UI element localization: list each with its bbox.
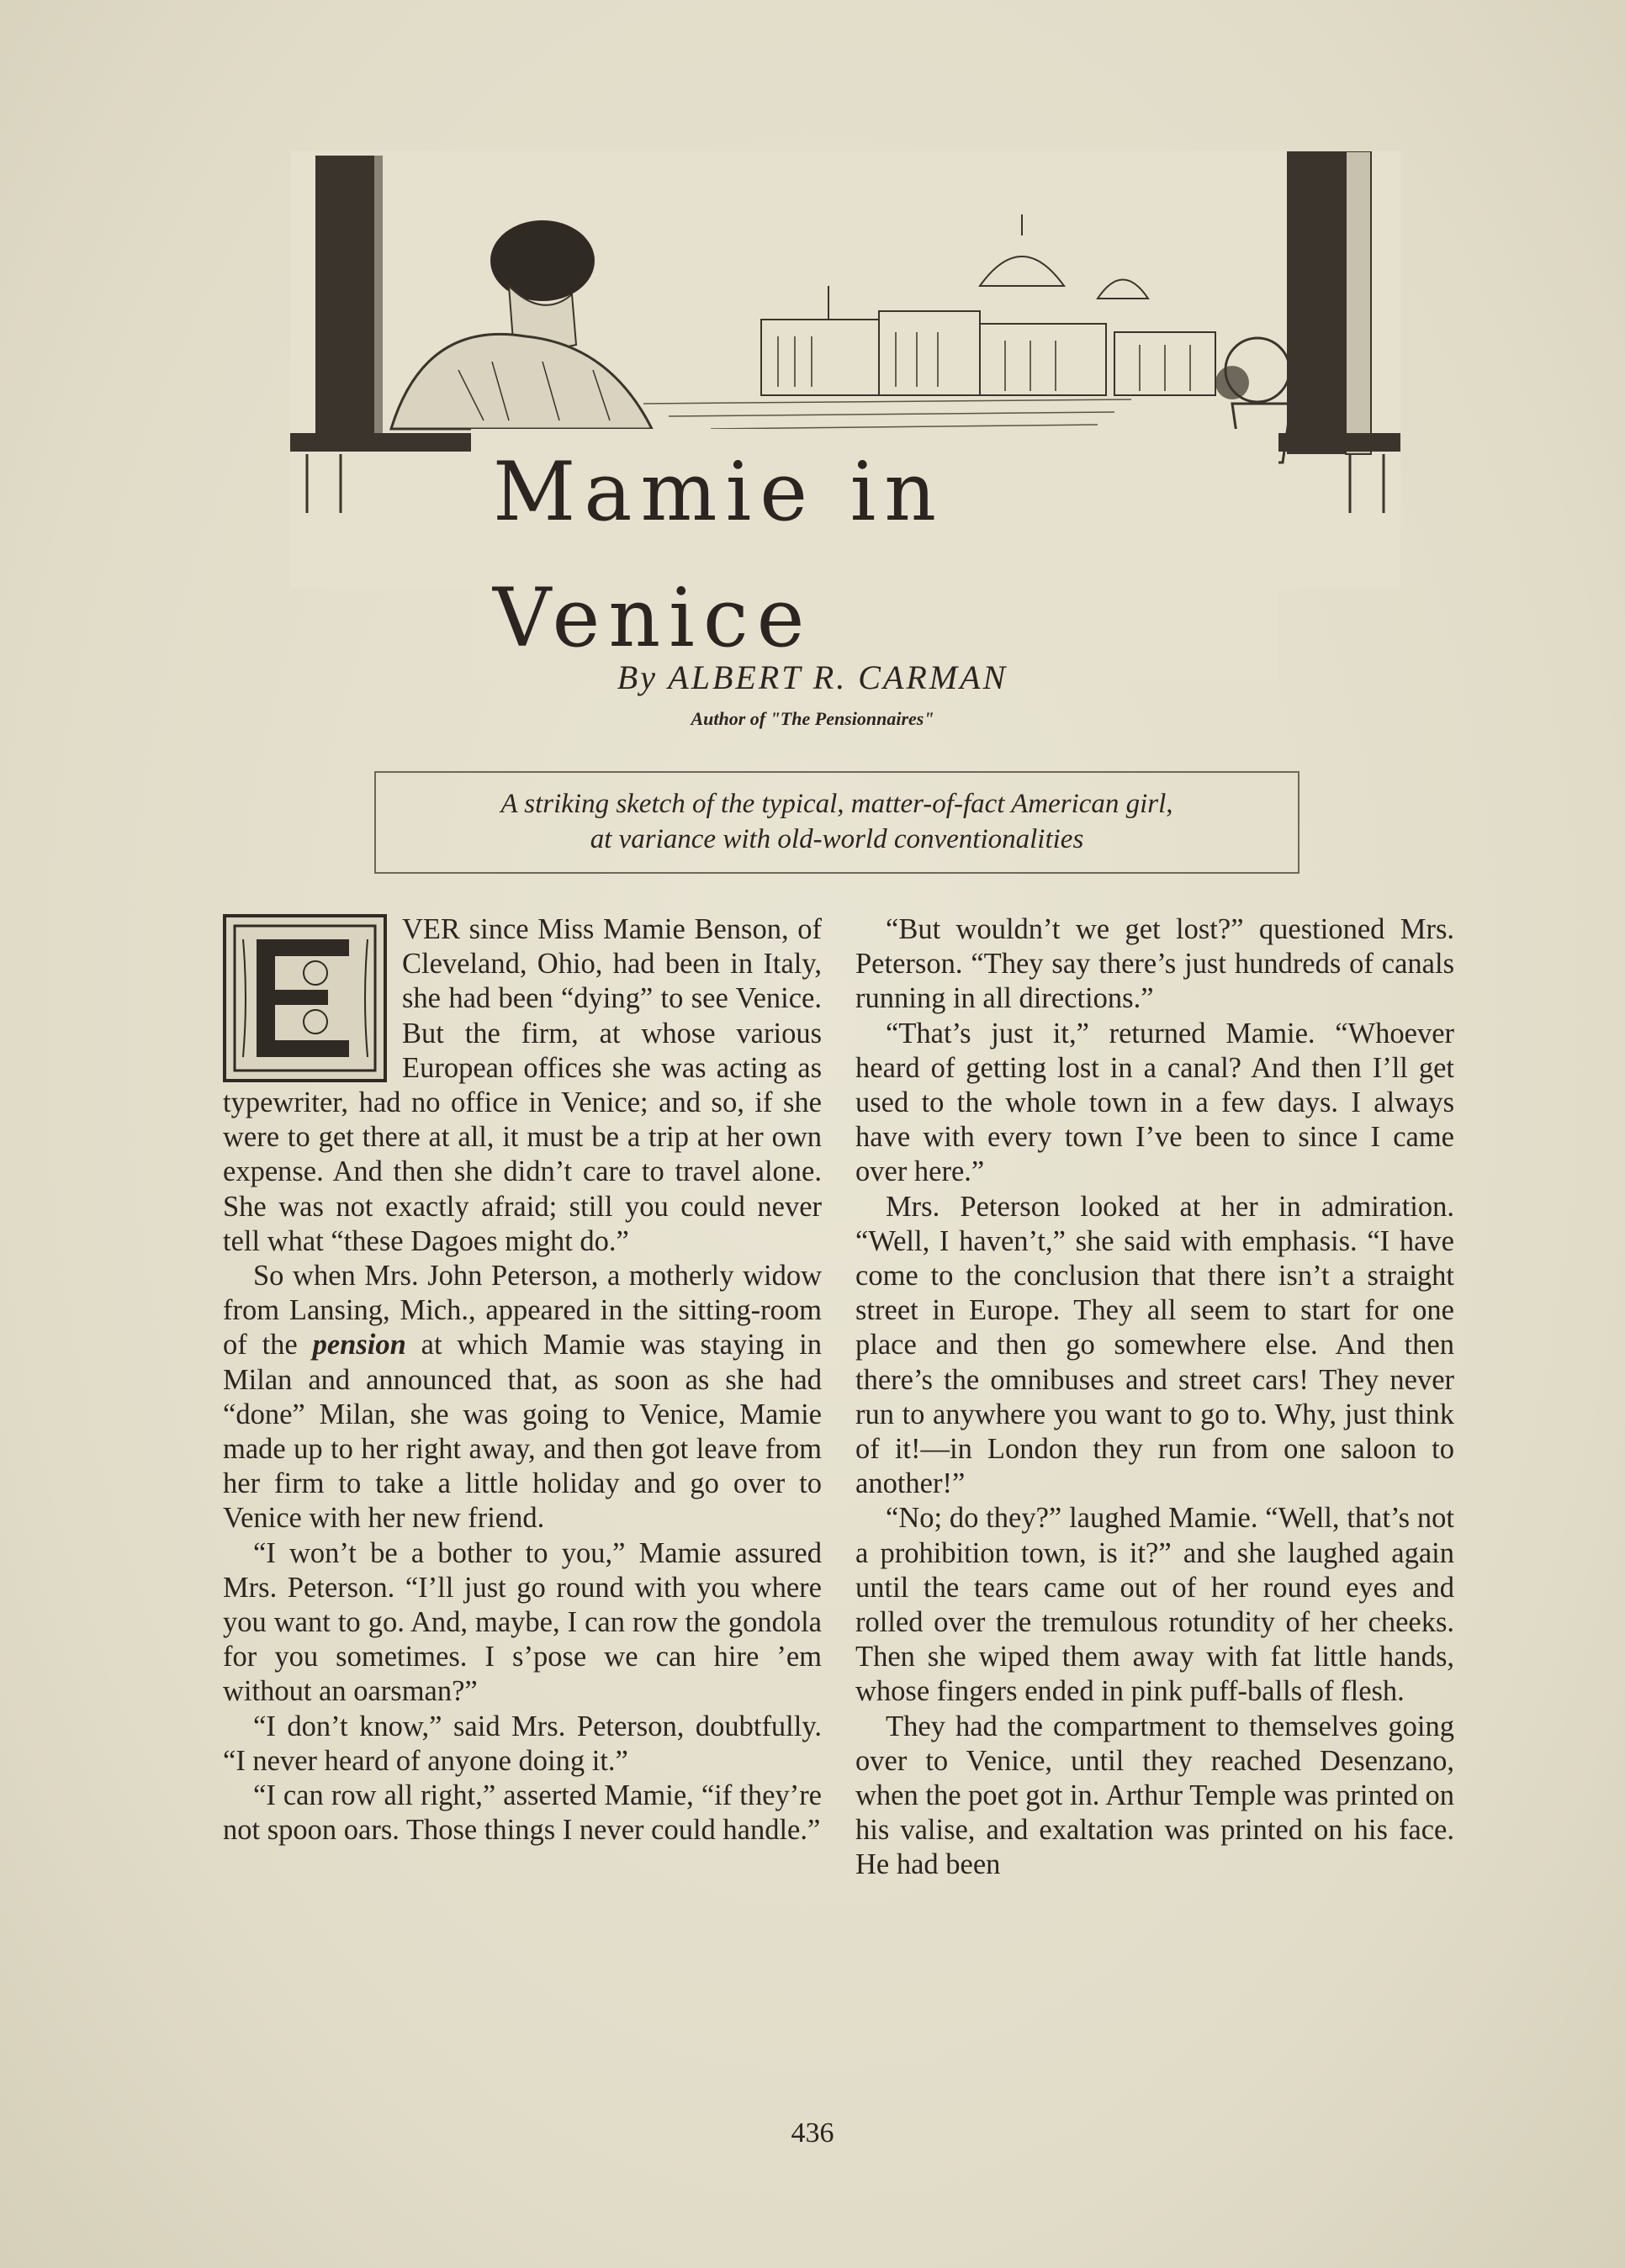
paragraph: Mrs. Peterson looked at her in admiration. “Well, I haven’t,” she said with emphasis. “I have come to the conclusion that there isn’t a straight street in Europe. They all seem to start for one place and then go somewhere else. And then there’s the omnibuses and street cars! They never run to anywhere you want to go to. Why, just think of it!—in London they run from one saloon to another!”	[855, 1190, 1454, 1500]
right-column	[855, 912, 1454, 1883]
ornamental-drop-cap-e	[223, 914, 387, 1082]
paragraph: “No; do they?” laughed Mamie. “Well, that’s not a prohibition town, is it?” and she laughed again until the tears came out of her round eyes and rolled over the tremulous rotundity of her cheeks. Then she wiped them away with fat little hands, whose fingers ended in pink puff-balls of flesh.	[855, 1502, 1454, 1708]
paragraph	[223, 1259, 822, 1536]
left-column	[223, 912, 822, 1848]
paragraph: “That’s just it,” returned Mamie. “Whoever heard of getting lost in a canal? And then I’ll get used to the whole town in a few days. I always have with every town I’ve been to since I came over here.”	[855, 1017, 1454, 1188]
byline: By ALBERT R. CARMAN	[617, 658, 1008, 696]
text-run: at which Mamie was staying in Milan and announced that, as soon as she had “done” Milan, she was going to Venice, Mamie made up to her right away, and then got leave from her firm to take a little holiday and go over to Venice with her new friend.	[223, 1329, 822, 1535]
text-run: So when Mrs. John Peterson, a motherly widow from Lansing, Mich., appeared in the sitting-room of the	[223, 1260, 822, 1361]
page-number: 436	[791, 2117, 834, 2149]
italic-word-pension: pension	[312, 1329, 406, 1361]
paragraph: “I can row all right,” asserted Mamie, “if they’re not spoon oars. Those things I never could handle.”	[223, 1779, 822, 1847]
paragraph: “I don’t know,” said Mrs. Peterson, doubtfully. “I never heard of anyone doing it.”	[223, 1710, 822, 1777]
paragraph: They had the compartment to themselves going over to Venice, until they reached Desenzano, when the poet got in. Arthur Temple was printed on his valise, and exaltation was printed on his face. He had been	[855, 1710, 1454, 1881]
article-title: Mamie in Venice	[471, 429, 1278, 681]
paragraph: “I won’t be a bother to you,” Mamie assured Mrs. Peterson. “I’ll just go round with you where you want to go. And, maybe, I can row the gondola for you sometimes. I s’pose we can hire ’em without an oarsman?”	[223, 1536, 822, 1708]
title-banner	[471, 445, 1278, 665]
paragraph: “But wouldn’t we get lost?” questioned Mrs. Peterson. “They say there’s just hundreds of canals running in all directions.”	[855, 913, 1454, 1015]
paragraph: VER since Miss Mamie Benson, of Cleveland, Ohio, had been in Italy, she had been “dying” to see Venice. But the firm, at whose various European offices she was acting as typewriter, had no office in Venice; and so, if she were to get there at all, it must be a trip at her own expense. And then she didn’t care to travel alone. She was not exactly afraid; still you could never tell what “these Dagoes might do.”	[223, 913, 822, 1257]
author-note: Author of "The Pensionnaires"	[691, 708, 934, 729]
summary-line-2: at variance with old-world conventionalities	[590, 824, 1084, 854]
summary-line-1: A striking sketch of the typical, matter-of-fact American girl,	[500, 789, 1173, 819]
summary-box	[374, 771, 1299, 874]
